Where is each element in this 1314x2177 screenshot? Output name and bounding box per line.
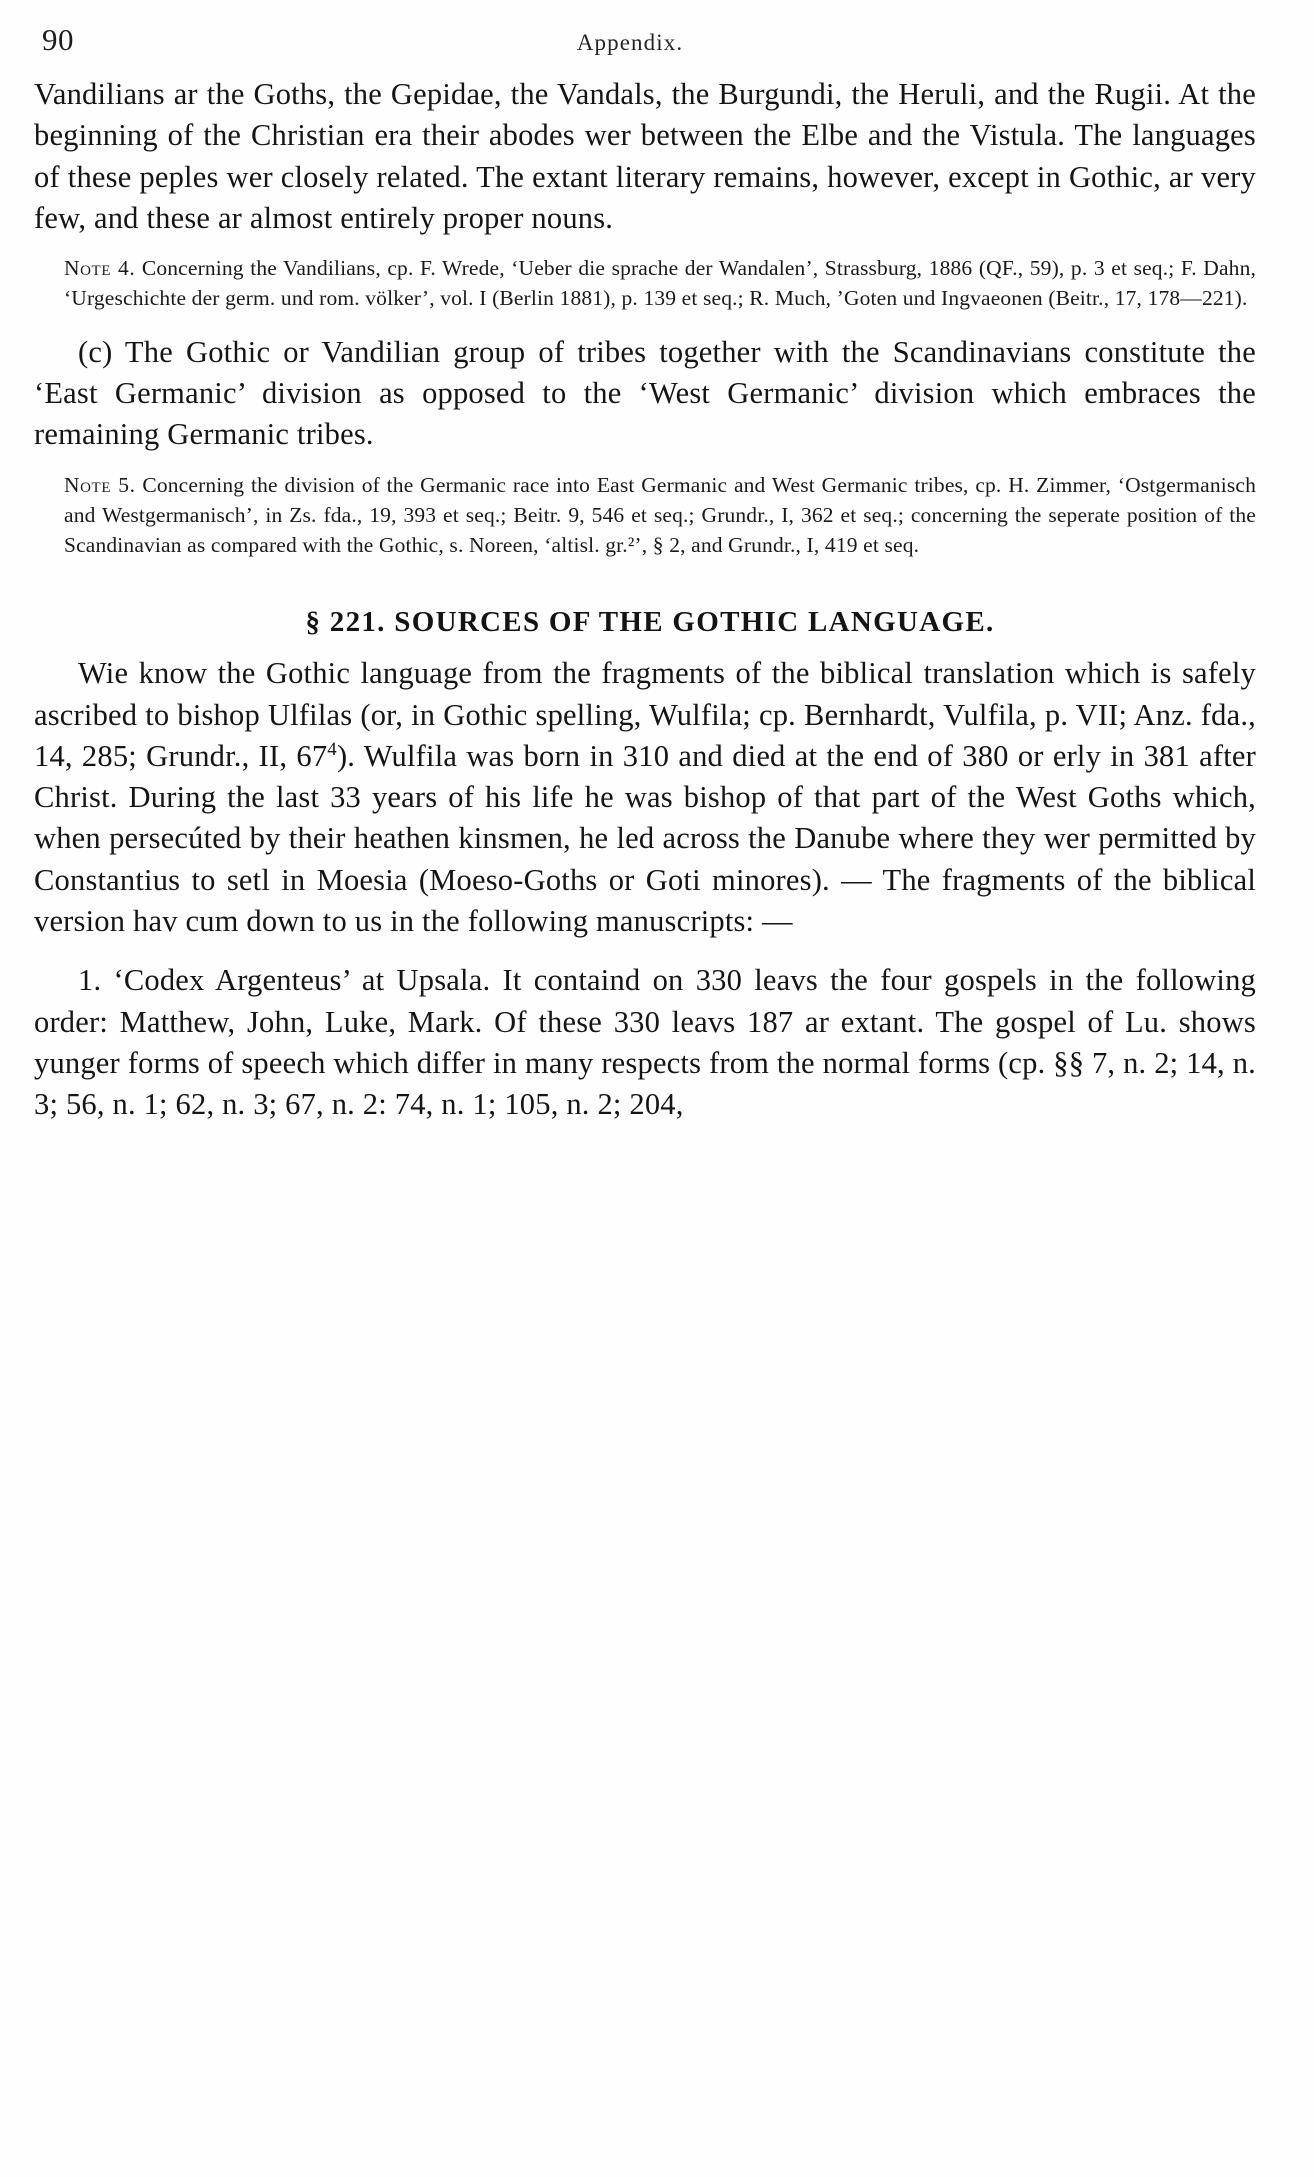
- note-5: [34, 470, 1256, 561]
- note-4-label: Note 4.: [64, 256, 136, 281]
- paragraph-vandilians: Vandilians ar the Goths, the Gepidae, the Vandals, the Burgundi, the Heruli, and the Rugii. At the beginning of the Christian era their abodes wer between the Elbe and the Vistula. The languages of these peples wer closely related. The extant literary remains, however, except in Gothic, ar very few, and these ar almost entirely proper nouns.: [34, 77, 1256, 235]
- page-number: 90: [42, 22, 74, 57]
- paragraph-sources: [34, 653, 1256, 942]
- note-5-text: Concerning the division of the Germanic race into East Germanic and West Germanic tribes, cp. H. Zimmer, ‘Ostgermanisch and Westgermanisch’, in Zs. fda., 19, 393 et seq.; Beitr. 9, 546 et seq.; Grundr., I, 362 et seq.; concerning the seperate position of the Scandinavian as compared with the Gothic, s. Noreen, ‘altisl. gr.²’, § 2, and Grundr., I, 419 et seq.: [64, 472, 1256, 557]
- running-head: [34, 22, 1256, 68]
- note-4: [34, 253, 1256, 313]
- footnote-marker: 4: [327, 738, 337, 760]
- note-4-text: Concerning the Vandilians, cp. F. Wrede, ‘Ueber die sprache der Wandalen’, Strassburg, 1886 (QF., 59), p. 3 et seq.; F. Dahn, ‘Urgeschichte der germ. und rom. völker’, vol. I (Berlin 1881), p. 139 et seq.; R. Much, ’Goten und Ingvaeonen (Beitr., 17, 178—221).: [64, 256, 1256, 311]
- running-head-title: Appendix.: [576, 30, 684, 55]
- paragraph-gothic-group: (c) The Gothic or Vandilian group of tribes together with the Scandinavians constitute the ‘East Germanic’ division as opposed to the ‘West Germanic’ division which embraces the remaining Germanic tribes.: [34, 334, 1256, 452]
- paragraph-sources-part-a: Wie know the Gothic language from the fragments of the biblical translation which is safely ascribed to bishop Ulfilas (or, in Gothic spelling, Wulfila; cp. Bernhardt, Vulfila, p. VII; Anz. fda., 14, 285; Grundr., II, 67: [34, 656, 1256, 773]
- note-5-label: Note 5.: [64, 472, 136, 497]
- section-heading-221: § 221. SOURCES OF THE GOTHIC LANGUAGE.: [305, 606, 995, 639]
- paragraph-sources-part-b: ). Wulfila was born in 310 and died at the end of 380 or erly in 381 after Christ. During the last 33 years of his life he was bishop of that part of the West Goths which, when persecúted by their heathen kinsmen, he led across the Danube where they wer permitted by Constantius to setl in Moesia (Moeso-Goths or Goti minores). — The fragments of the biblical version hav cum down to us in the following manuscripts: —: [34, 738, 1257, 939]
- paragraph-codex-argenteus: 1. ‘Codex Argenteus’ at Upsala. It containd on 330 leavs the four gospels in the following order: Matthew, John, Luke, Mark. Of these 330 leavs 187 ar extant. The gospel of Lu. shows yunger forms of speech which differ in many respects from the normal forms (cp. §§ 7, n. 2; 14, n. 3; 56, n. 1; 62, n. 3; 67, n. 2: 74, n. 1; 105, n. 2; 204,: [34, 963, 1256, 1122]
